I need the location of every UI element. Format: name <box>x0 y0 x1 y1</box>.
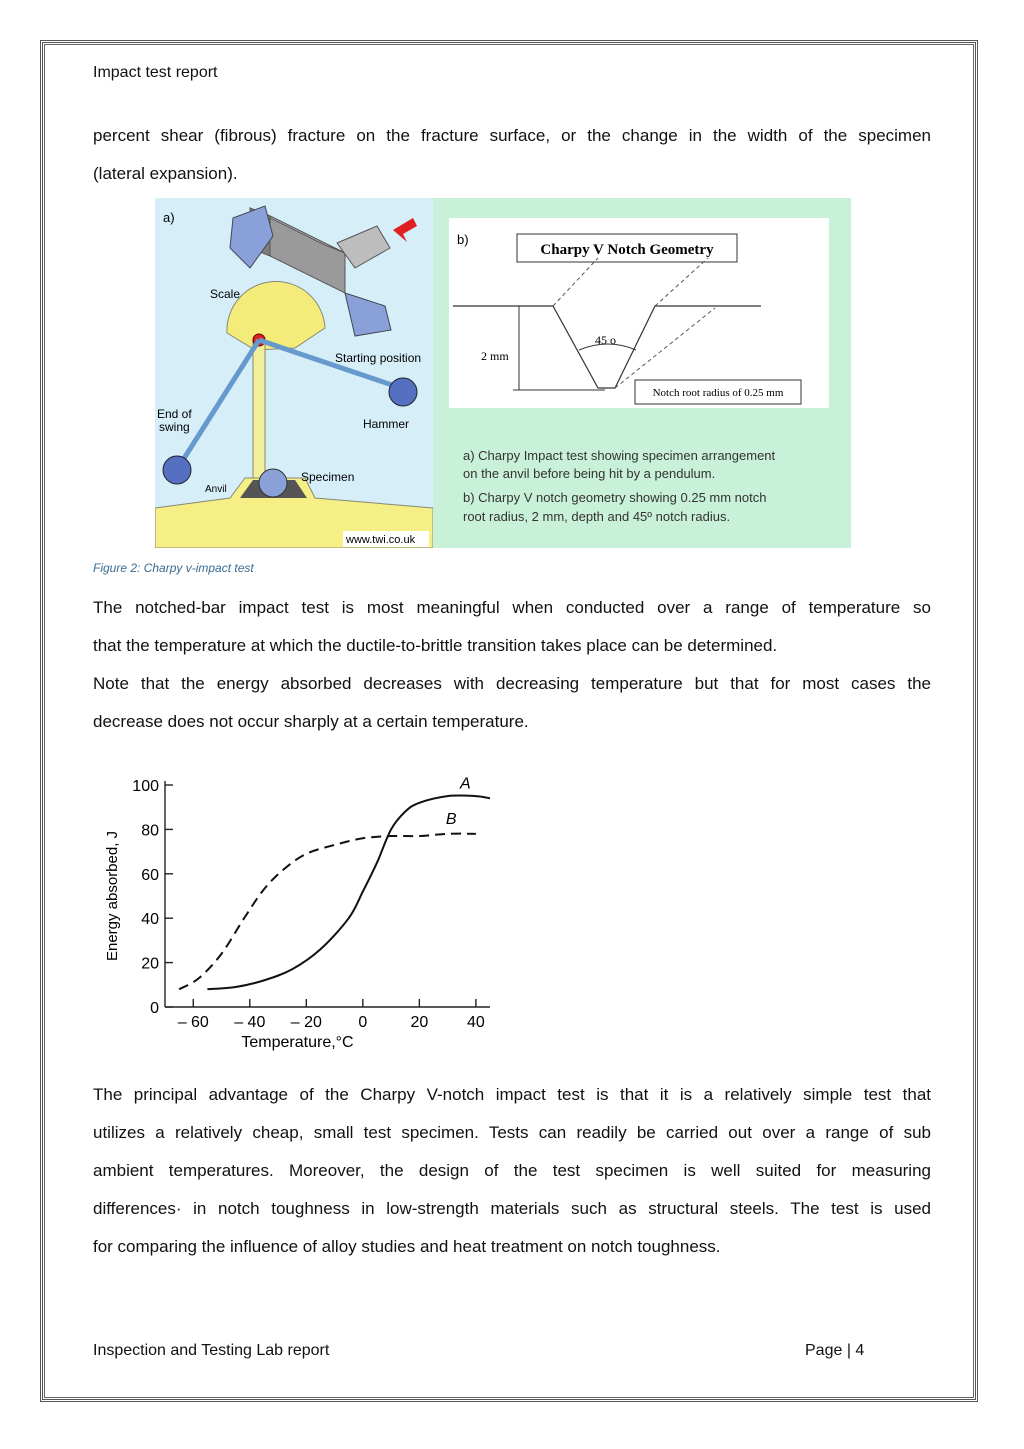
x-tick-label-5: 40 <box>466 1014 485 1031</box>
footer-report-name: Inspection and Testing Lab report <box>93 1342 330 1359</box>
y-tick-label-100: 100 <box>132 778 159 795</box>
figure-panel-a <box>155 198 433 548</box>
figure-caption: Figure 2: Charpy v-impact test <box>93 561 254 575</box>
paragraph-1-line-1: percent shear (fibrous) fracture on the fracture surface, or the change in the width of the specimen <box>93 126 931 145</box>
footer-page-number: Page | 4 <box>805 1342 865 1359</box>
y-axis-label: Energy absorbed, J <box>104 830 121 962</box>
starting-position-label: Starting position <box>335 351 422 365</box>
end-of-swing-label-1: End of <box>157 407 192 421</box>
paragraph-4-line-5: for comparing the influence of alloy studies and heat treatment on notch toughness. <box>93 1237 721 1256</box>
root-radius-label: Notch root radius of 0.25 mm <box>652 387 784 399</box>
energy-temperature-chart <box>95 765 515 1065</box>
desc-b-line-2: root radius, 2 mm, depth and 45º notch radius. <box>463 509 731 524</box>
y-tick-label-80: 80 <box>141 822 159 840</box>
chart-labels <box>104 775 485 1051</box>
paragraph-2-line-2: that the temperature at which the ductile-to-brittle transition takes place can be determined. <box>93 636 778 655</box>
anvil-label: Anvil <box>205 484 227 495</box>
series-line-B <box>179 834 476 990</box>
x-tick-label-1: – 40 <box>234 1014 266 1031</box>
anvil-left-shape <box>230 206 273 268</box>
y-tick-label-40: 40 <box>141 911 159 929</box>
specimen-circle <box>259 469 287 497</box>
y-tick-label-0: 0 <box>150 1000 159 1017</box>
series-label-A: A <box>460 775 471 793</box>
scale-arc <box>227 281 325 350</box>
pendulum-column <box>253 340 265 490</box>
page-header-title: Impact test report <box>93 64 218 81</box>
paragraph-4-line-4: differences· in notch toughness in low-strength materials such as structural steels. The test is used <box>93 1199 931 1218</box>
paragraph-4-line-1: The principal advantage of the Charpy V-notch impact test is that it is a relatively simple test that <box>93 1085 931 1104</box>
paragraph-4-line-2: utilizes a relatively cheap, small test specimen. Tests can readily be carried out over a range of sub <box>93 1123 931 1142</box>
paragraph-3-line-1: Note that the energy absorbed decreases with decreasing temperature but that for most cases the <box>93 674 931 693</box>
notch-geometry-diagram <box>433 198 851 548</box>
desc-a-line-1: a) Charpy Impact test showing specimen arrangement <box>463 448 776 463</box>
paragraph-3-line-2: decrease does not occur sharply at a certain temperature. <box>93 712 529 731</box>
chart-series <box>179 796 490 990</box>
paragraph-1-line-2: (lateral expansion). <box>93 164 238 183</box>
end-of-swing-label-2: swing <box>159 420 190 434</box>
panel-a-label: a) <box>163 210 175 225</box>
desc-a-line-2: on the anvil before being hit by a pendulum. <box>463 466 716 481</box>
notch-angle-label: 45 o <box>595 333 616 347</box>
paragraph-1 <box>93 117 931 193</box>
x-tick-label-2: – 20 <box>290 1014 322 1031</box>
x-tick-label-4: 20 <box>410 1014 429 1031</box>
source-label: www.twi.co.uk <box>346 534 416 546</box>
desc-b-line-1: b) Charpy V notch geometry showing 0.25 mm notch <box>463 490 767 505</box>
paragraph-4-line-3: ambient temperatures. Moreover, the design of the test specimen is well suited for measuring <box>93 1161 931 1180</box>
hammer-end-icon <box>163 456 191 484</box>
charpy-figure <box>155 198 851 548</box>
x-tick-label-3: 0 <box>358 1014 368 1031</box>
figure-panel-b <box>433 198 851 548</box>
notch-title: Charpy V Notch Geometry <box>540 242 714 258</box>
red-arrow-icon <box>393 218 417 242</box>
paragraph-2-line-1: The notched-bar impact test is most meaningful when conducted over a range of temperature so <box>93 598 931 617</box>
x-axis-label: Temperature,°C <box>241 1034 354 1051</box>
hammer-start-icon <box>389 378 417 406</box>
pendulum-arm-end <box>183 340 259 460</box>
hammer-label: Hammer <box>363 417 410 431</box>
panel-b-label: b) <box>457 232 469 247</box>
x-tick-label-0: – 60 <box>177 1014 209 1031</box>
paragraph-4 <box>93 1076 931 1266</box>
anvil-right-shape <box>345 293 391 336</box>
impact-test-diagram <box>155 198 433 548</box>
paragraph-2 <box>93 589 931 741</box>
series-label-B: B <box>445 810 457 828</box>
y-tick-label-60: 60 <box>141 866 159 884</box>
y-tick-label-20: 20 <box>141 955 159 973</box>
notch-depth-label: 2 mm <box>481 349 509 363</box>
scale-label: Scale <box>210 287 241 301</box>
specimen-label: Specimen <box>301 470 355 484</box>
chart-axes <box>165 781 490 1007</box>
